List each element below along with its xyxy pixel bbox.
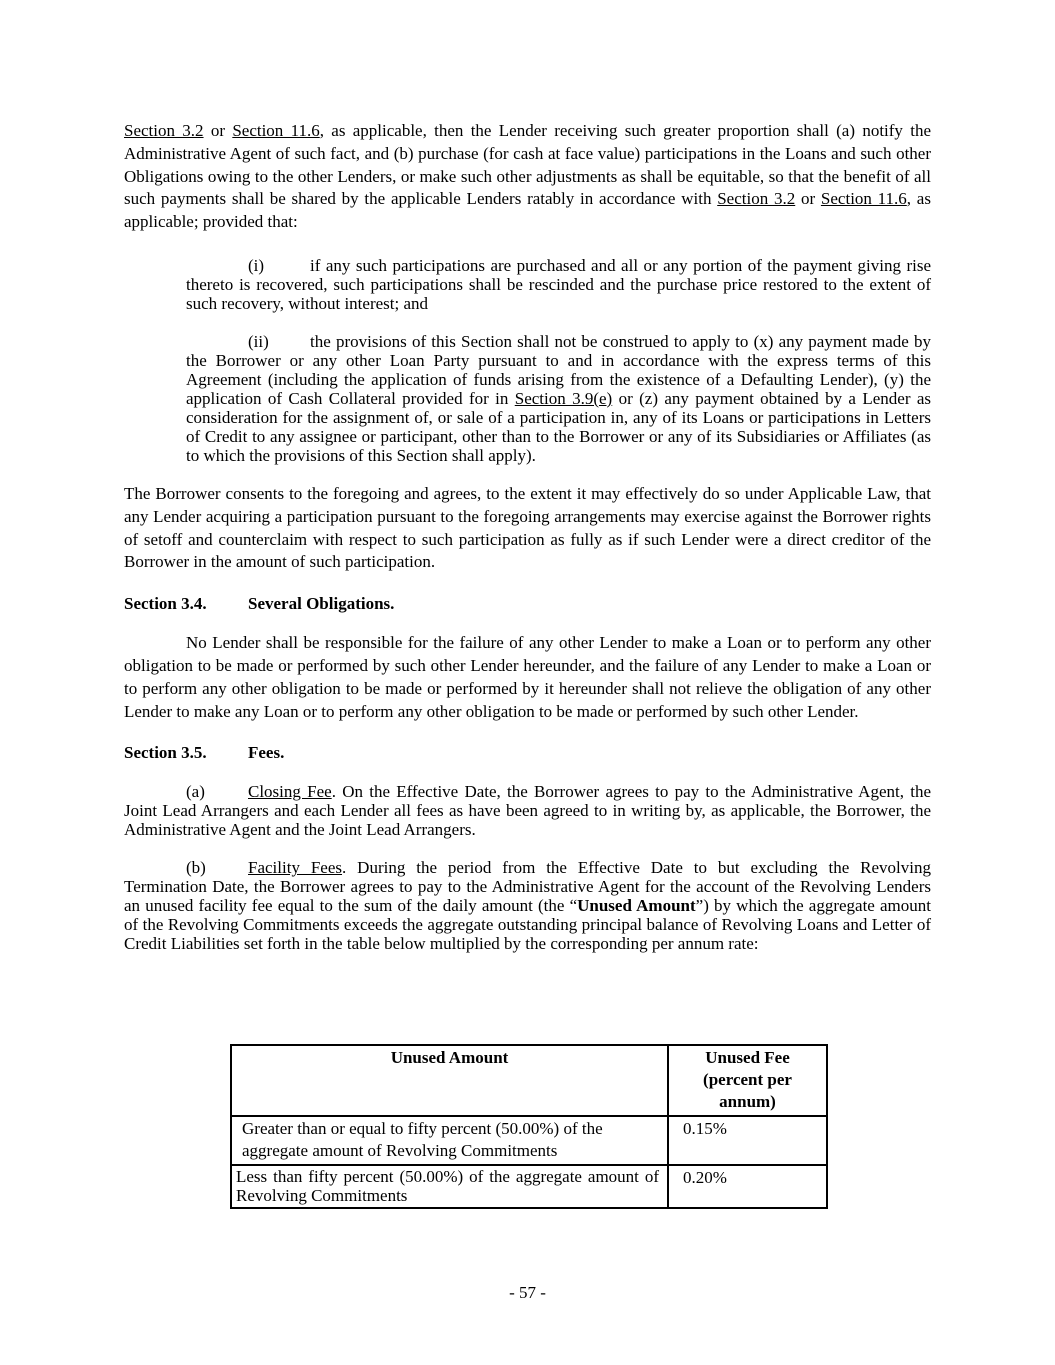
clause-heading: Facility Fees bbox=[248, 858, 343, 878]
header-unused-amount: Unused Amount bbox=[231, 1045, 668, 1116]
section-heading-3-4: Section 3.4. Several Obligations. bbox=[124, 594, 395, 614]
clause-b-facility-fees: (b) Facility Fees. During the period from the Effective Date to but excluding the Revolving Termination Date, the Borrower agrees to pay to the Administrative Agent for the account of the Revolving Lenders an unused facility fee equal to the sum of the daily amount (the “Unused Amount”) by which the aggregate amount of the Revolving Commitments exceeds the aggregate outstanding principal balance of Revolving Loans and Letter of Credit Liabilities set forth in the table below multiplied by the corresponding per annum rate: bbox=[124, 858, 931, 954]
table-row bbox=[231, 1116, 827, 1165]
header-unused-fee: Unused Fee (percent per annum) bbox=[668, 1045, 827, 1116]
clause-number: (i) bbox=[248, 255, 265, 275]
section-heading-3-5: Section 3.5. Fees. bbox=[124, 743, 285, 763]
document-body bbox=[124, 120, 931, 953]
section-ref: Section 11.6 bbox=[232, 121, 320, 140]
clause-number: (ii) bbox=[248, 331, 269, 351]
page-number: - 57 - bbox=[509, 1283, 546, 1302]
cell-fee: 0.15% bbox=[668, 1116, 827, 1165]
paragraph-sharing-payments: Section 3.2 or Section 11.6, as applicable, then the Lender receiving such greater proportion shall (a) notify the Administrative Agent of such fact, and (b) purchase (for cash at face value) participations in the Loans and such other Obligations owing to the other Lenders, or make such other adjustments as shall be equitable, so that the benefit of all such payments shall be shared by the applicable Lenders ratably in accordance with Section 3.2 or Section 11.6, as applicable; provided that: bbox=[124, 121, 931, 232]
section-ref: Section 11.6 bbox=[820, 189, 907, 209]
cell-amount: Less than fifty percent (50.00%) of the aggregate amount of Revolving Commitments bbox=[231, 1165, 668, 1208]
clause-a-closing-fee: (a) Closing Fee. On the Effective Date, the Borrower agrees to pay to the Administrative Agent, the Joint Lead Arrangers and each Lender all fees as have been agreed to in writing by, as applicable, the Borrower, the Administrative Agent and the Joint Lead Arrangers. bbox=[124, 782, 931, 840]
table-row bbox=[231, 1165, 827, 1208]
unused-fee-table bbox=[230, 1044, 828, 1209]
clause-ii: (ii) the provisions of this Section shall not be construed to apply to (x) any payment made by the Borrower or any other Loan Party pursuant to and in accordance with the express terms of this Agreement (including the application of funds arising from the existence of a Defaulting Lender), (y) the application of Cash Collateral provided for in Section 3.9(e) or (z) any payment obtained by a Lender as consideration for the assignment of, or sale of a participation in, any of its Loans or participations in Letters of Credit to any assignee or participant, other than to the Borrower or any of its Subsidiaries or Affiliates (as to which the provisions of this Section shall apply). bbox=[186, 331, 932, 465]
section-ref: Section 3.9(e) bbox=[514, 388, 613, 408]
cell-amount: Greater than or equal to fifty percent (50.00%) of the aggregate amount of Revolving Commitments bbox=[231, 1116, 668, 1165]
clause-text: if any such participations are purchased and all or any portion of the payment giving rise thereto is recovered, such participations shall be rescinded and the purchase price restored to the extent of such recovery, without interest; and bbox=[186, 255, 931, 313]
clause-i bbox=[186, 256, 931, 313]
section-ref: Section 3.2 bbox=[124, 121, 204, 140]
table-header-row bbox=[231, 1045, 827, 1116]
cell-fee: 0.20% bbox=[668, 1165, 827, 1208]
defined-term: Unused Amount bbox=[577, 896, 696, 916]
paragraph-several-obligations: No Lender shall be responsible for the failure of any other Lender to make a Loan or to perform any other obligation to be made or performed by such other Lender hereunder, and the failure of any Lender to make a Loan or to perform any other obligation to be made or performed by it hereunder shall not relieve the obligation of any other Lender to make any Loan or to perform any other obligation to be made or performed by such other Lender. bbox=[124, 633, 931, 721]
paragraph-borrower-consents: The Borrower consents to the foregoing and agrees, to the extent it may effectively do so under Applicable Law, that any Lender acquiring a participation pursuant to the foregoing arrangements may exercise against the Borrower rights of setoff and counterclaim with respect to such participation as fully as if such Lender were a direct creditor of the Borrower in the amount of such participation. bbox=[124, 483, 931, 572]
clause-heading: Closing Fee bbox=[248, 782, 332, 802]
section-ref: Section 3.2 bbox=[717, 189, 796, 209]
